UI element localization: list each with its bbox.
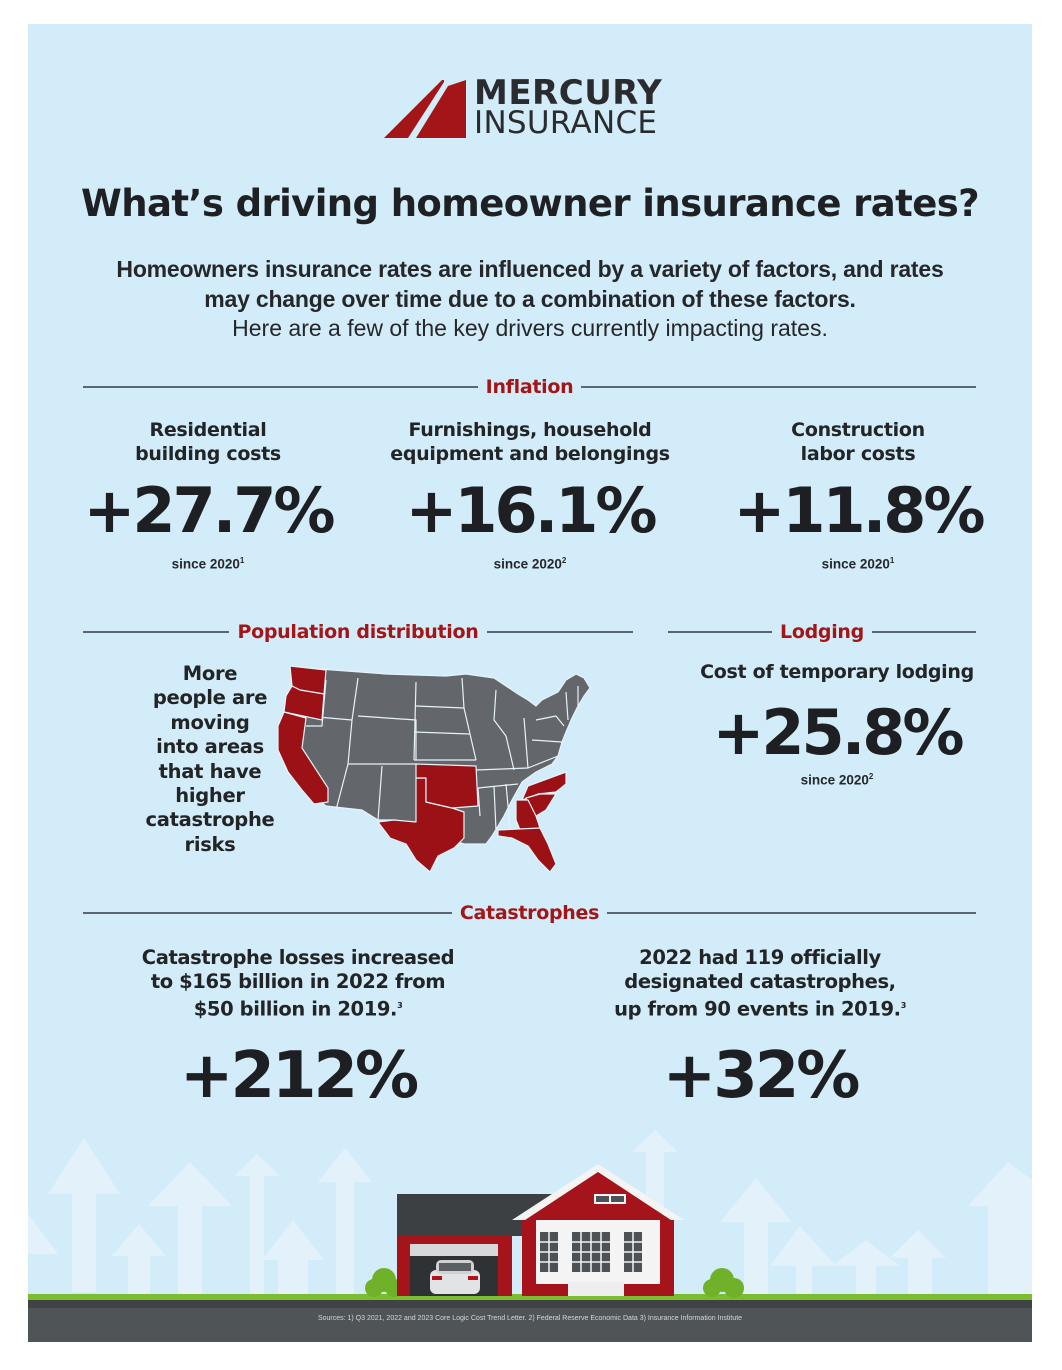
- head-text: up from 90 events in 2019.: [614, 997, 901, 1021]
- divider: [872, 631, 976, 633]
- footnote: 2: [868, 772, 874, 781]
- section-header-inflation: [83, 375, 976, 399]
- text-line: moving: [170, 710, 250, 734]
- text-line: More: [182, 662, 238, 685]
- since-text: since 2020: [800, 772, 869, 788]
- footnote: 1: [889, 556, 895, 565]
- state-fl: [498, 828, 556, 872]
- page-title: What’s driving homeowner insurance rates?: [81, 182, 979, 225]
- section-label: Catastrophes: [459, 902, 600, 924]
- stat-since: [68, 556, 348, 572]
- stat-value: +212%: [179, 1038, 417, 1113]
- garage-door: [410, 1244, 498, 1256]
- stat-head: designated catastrophes,: [624, 970, 896, 993]
- stat-head: [128, 994, 468, 1022]
- infographic-panel: [28, 24, 1032, 1342]
- footnote: 3: [900, 1001, 906, 1010]
- house-door: [568, 1282, 624, 1296]
- stat-catastrophe-losses: [128, 946, 468, 1114]
- house-scene-illustration: [28, 1124, 1032, 1342]
- stat-furnishings: [370, 418, 690, 572]
- logo-name-line1: MERCURY: [474, 73, 663, 113]
- stat-since: [370, 556, 690, 572]
- stat-head: equipment and belongings: [390, 443, 670, 465]
- intro-bold-line2: may change over time due to a combination of these factors.: [204, 285, 856, 312]
- divider: [83, 631, 229, 633]
- mercury-insurance-logo: [384, 73, 684, 144]
- intro-normal-line: Here are a few of the key drivers currently impacting rates.: [232, 315, 828, 341]
- us-map: [266, 660, 610, 874]
- section-label: Lodging: [780, 621, 864, 643]
- divider: [487, 631, 633, 633]
- road: [28, 1308, 1032, 1342]
- footnote: 3: [397, 1001, 403, 1010]
- section-label: Inflation: [485, 376, 574, 398]
- divider: [607, 912, 976, 914]
- curb: [28, 1300, 1032, 1308]
- stat-head: 2022 had 119 officially: [639, 946, 881, 969]
- divider: [668, 631, 772, 633]
- bush-right: [703, 1268, 744, 1298]
- stat-value: +11.8%: [733, 474, 983, 547]
- stat-head: Residential: [149, 419, 267, 441]
- since-text: since 2020: [493, 556, 562, 572]
- intro-text: [28, 255, 1032, 344]
- stat-catastrophe-events: [590, 946, 930, 1114]
- stat-head: [590, 994, 930, 1022]
- section-header-catastrophes: [83, 901, 976, 925]
- text-line: into areas: [156, 735, 264, 759]
- section-label: Population distribution: [237, 621, 479, 643]
- stat-head: building costs: [135, 443, 281, 465]
- car-icon: [430, 1260, 480, 1294]
- stat-value: +16.1%: [405, 474, 655, 547]
- text-line: catastrophe: [145, 808, 275, 832]
- stat-head: Furnishings, household: [408, 419, 652, 441]
- stat-temporary-lodging: [688, 660, 986, 788]
- section-header-lodging: [668, 620, 976, 644]
- stat-value: +25.8%: [712, 696, 962, 769]
- sources-footnote: Sources: 1) Q3 2021, 2022 and 2023 Core Logic Cost Trend Letter. 2) Federal Reserve Economic Data 3) Insurance Information Institute: [317, 1315, 743, 1322]
- stat-since: [688, 772, 986, 788]
- stat-construction-labor: [718, 418, 998, 572]
- divider: [581, 386, 976, 388]
- stat-head: Construction: [791, 419, 925, 441]
- logo-name-line2: INSURANCE: [474, 105, 658, 141]
- footnote: 2: [561, 556, 567, 565]
- stat-head: to $165 billion in 2022 from: [150, 970, 446, 993]
- intro-bold-line1: Homeowners insurance rates are influenced by a variety of factors, and rates: [116, 256, 944, 282]
- divider: [83, 386, 478, 388]
- text-line: higher: [175, 784, 245, 808]
- since-text: since 2020: [171, 556, 240, 572]
- stat-head: labor costs: [800, 443, 916, 465]
- stat-value: +27.7%: [83, 474, 333, 547]
- stat-residential-building: [68, 418, 348, 572]
- text-line: people are: [152, 686, 268, 710]
- stat-head: Cost of temporary lodging: [700, 661, 974, 683]
- stat-since: [718, 556, 998, 572]
- stat-head: Catastrophe losses increased: [141, 946, 455, 969]
- divider: [83, 912, 452, 914]
- text-line: risks: [184, 832, 236, 856]
- text-line: that have: [158, 759, 262, 783]
- logo-road-icon: [384, 80, 468, 140]
- since-text: since 2020: [821, 556, 890, 572]
- footnote: 1: [239, 556, 245, 565]
- section-header-population: [83, 620, 633, 644]
- head-text: $50 billion in 2019.: [193, 997, 398, 1021]
- stat-value: +32%: [662, 1038, 858, 1113]
